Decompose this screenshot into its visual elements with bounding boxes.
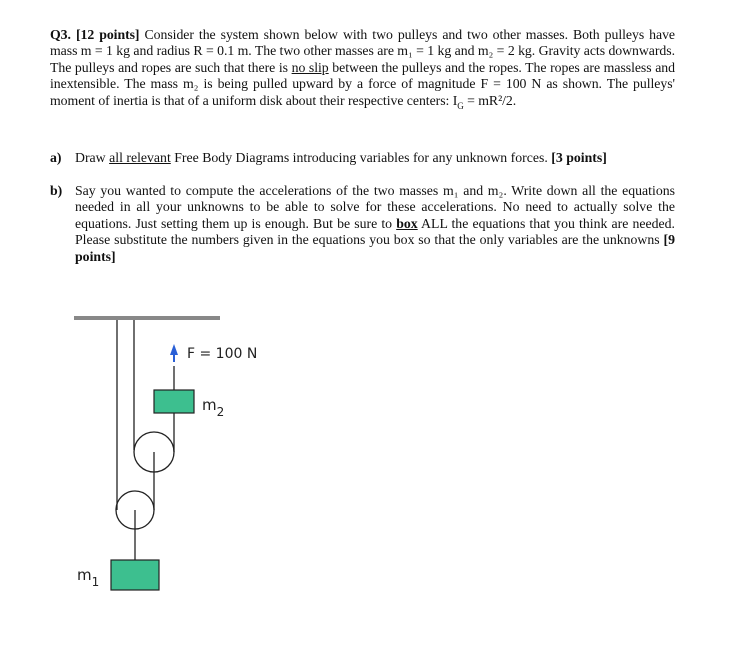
part-a-pre: Draw — [75, 150, 106, 165]
question-heading: Q3. [12 points] — [50, 27, 140, 42]
inertia-subscript: G — [457, 100, 464, 111]
part-b-text-1: Say you wanted to compute the accelerations of the two masses m₁ and m₂. Write down all the equations needed in all your unknowns to be able to solve for these accelerations. No need to actually solve the equations. Just setting them up is enough. But be sure to — [75, 183, 675, 231]
box-underlined: box — [396, 215, 418, 231]
part-a-post: Free Body Diagrams introducing variables for any unknown forces. — [174, 150, 548, 165]
question-body-3: = mR²/2. — [463, 92, 517, 108]
m1-label — [77, 566, 99, 589]
force-label: F = 100 N — [187, 346, 258, 362]
mass-m1 — [111, 560, 159, 590]
part-b-text-2: ALL the equations that you think are needed. Please substitute the numbers given in the equations you box so that the only variables are the unknowns — [75, 215, 675, 248]
question-body: Consider the system shown below with two pulleys and two other masses. Both pulleys have mass m = 1 kg and radius R = 0.1 m. The two other masses are m₁ = 1 kg and m₂ = 2 kg. Gravity acts downwards. The pulleys and ropes are such that there is — [50, 27, 675, 75]
m1-label-sub: 1 — [91, 575, 100, 589]
question-body-2: between the pulleys and the ropes. The ropes are massless and inextensible. The mass m₂ is being pulled upward by a force of magnitude F = 100 N as shown. The pulleys' moment of inertia is that of a uniform disk about their respective centers: I — [50, 59, 675, 108]
m2-label-m: m — [202, 396, 217, 414]
mass-m2 — [154, 390, 194, 413]
all-relevant-underlined: all relevant — [109, 150, 171, 165]
m1-label-m: m — [77, 566, 92, 584]
m2-label-sub: 2 — [216, 405, 225, 419]
force-arrow-icon — [170, 344, 178, 355]
part-a-points: [3 points] — [551, 150, 607, 165]
part-b-points: [9 points] — [75, 232, 676, 264]
m2-label — [202, 396, 224, 419]
part-a-label: a) — [50, 150, 62, 165]
no-slip-underlined: no slip — [291, 59, 329, 75]
part-b-label: b) — [50, 183, 63, 198]
